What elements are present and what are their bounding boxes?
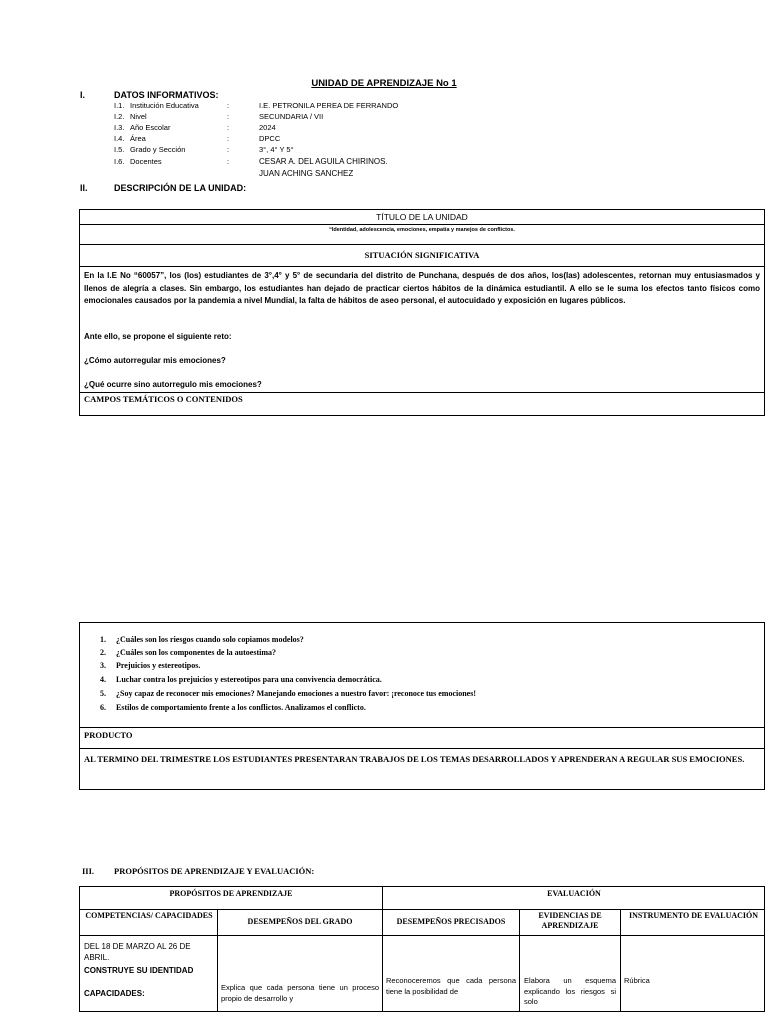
info-colon: :: [227, 157, 230, 166]
info-number: I.1.: [114, 101, 125, 110]
info-colon: :: [227, 101, 230, 110]
divider: [80, 935, 764, 936]
section-1-label: DATOS INFORMATIVOS:: [114, 90, 219, 100]
divider: [620, 910, 621, 1011]
info-value: CESAR A. DEL AGUILA CHIRINOS.: [259, 157, 388, 166]
info-label: Institución Educativa: [130, 101, 199, 110]
info-number: I.2.: [114, 112, 125, 121]
list-item: 6. Estilos de comportamiento frente a los conflictos. Analizamos el conflicto.: [100, 703, 366, 712]
situation-question: ¿Cómo autorregular mis emociones?: [84, 356, 226, 365]
info-colon: :: [227, 134, 230, 143]
section-3-label: PROPÓSITOS DE APRENDIZAJE Y EVALUACIÓN:: [114, 866, 315, 876]
producto-label: PRODUCTO: [84, 730, 133, 740]
info-value: JUAN ACHING SANCHEZ: [259, 169, 354, 178]
row-competence: CONSTRUYE SU IDENTIDAD: [84, 966, 194, 975]
col-header-evidencias: EVIDENCIAS DE APRENDIZAJE: [538, 911, 602, 930]
divider: [80, 909, 764, 910]
info-number: I.5.: [114, 145, 125, 154]
row-capacidades: CAPACIDADES:: [84, 989, 145, 998]
info-label: Área: [130, 134, 146, 143]
info-value: DPCC: [259, 134, 281, 143]
situation-paragraph: En la I.E No “60057”, los (los) estudiantes de 3°,4° y 5° de secundaria del distrito de Punchana, después de dos años, los(las) adolescentes, retornan muy entusiasmados y llenos de alegría a clases. Sin embargo, los estudiantes han dejado de practicar ciertos hábitos de la dinámica estudiantil. A ello se le suma los efectos tanto físicos como emocionales causados por la pandemia a nivel Mundial, la falta de hábitos de aseo personal, el autocuidado y exposición en lugares públicos.: [84, 271, 760, 305]
situation-challenge: Ante ello, se propone el siguiente reto:: [84, 332, 232, 341]
divider: [80, 244, 764, 245]
info-value: 2024: [259, 123, 276, 132]
list-item: 3. Prejuicios y estereotipos.: [100, 661, 201, 670]
list-item: 4. Luchar contra los prejuicios y estereotipos para una convivencia democrática.: [100, 675, 382, 684]
row-desempeno-grado: Explica que cada persona tiene un proceso propio de desarrollo y: [221, 983, 379, 1003]
col-header-competencias: COMPETENCIAS/ CAPACIDADES: [85, 911, 213, 920]
divider: [519, 910, 520, 1011]
group-header-purposes: PROPÓSITOS DE APRENDIZAJE: [169, 889, 293, 898]
info-colon: :: [227, 123, 230, 132]
section-3-number: III.: [82, 866, 95, 876]
unit-title-text: “Identidad, adolescencia, emociones, empatía y manejos de conflictos.: [329, 227, 515, 233]
group-header-evaluation: EVALUACIÓN: [547, 889, 601, 898]
unit-title-label: TÍTULO DE LA UNIDAD: [376, 212, 468, 222]
info-colon: :: [227, 145, 230, 154]
producto-text: AL TERMINO DEL TRIMESTRE LOS ESTUDIANTES PRESENTARAN TRABAJOS DE LOS TEMAS DESARROLLADOS Y APRENDERAN A REGULAR SUS EMOCIONES.: [84, 754, 745, 764]
campos-label: CAMPOS TEMÁTICOS O CONTENIDOS: [84, 394, 243, 404]
list-item: 5. ¿Soy capaz de reconocer mis emociones? Manejando emociones a nuestro favor: ¡reconoce tus emociones!: [100, 689, 477, 698]
row-date: DEL 18 DE MARZO AL 26 DE ABRIL.: [84, 942, 191, 962]
list-item: 1. ¿Cuáles son los riesgos cuando solo copiamos modelos?: [100, 635, 304, 644]
row-evidencia: Elabora un esquema explicando los riesgos si solo: [524, 976, 616, 1006]
section-2-number: II.: [80, 183, 88, 193]
row-instrumento: Rúbrica: [624, 976, 650, 985]
info-label: Grado y Sección: [130, 145, 186, 154]
divider: [80, 224, 764, 225]
info-number: I.3.: [114, 123, 125, 132]
divider: [80, 266, 764, 267]
col-header-desempenos-precisados: DESEMPEÑOS PRECISADOS: [396, 917, 506, 926]
info-label: Año Escolar: [130, 123, 171, 132]
info-colon: :: [227, 112, 230, 121]
purposes-table: [79, 886, 765, 1012]
info-number: I.4.: [114, 134, 125, 143]
situation-label: SITUACIÓN SIGNIFICATIVA: [364, 250, 480, 260]
contents-box: [79, 622, 765, 790]
info-label: Docentes: [130, 157, 162, 166]
section-2-label: DESCRIPCIÓN DE LA UNIDAD:: [114, 183, 247, 193]
document-title: UNIDAD DE APRENDIZAJE No 1: [311, 78, 457, 89]
unit-description-box: [79, 209, 765, 416]
col-header-instrumento: INSTRUMENTO DE EVALUACIÓN: [628, 911, 759, 920]
list-item: 2. ¿Cuáles son los componentes de la autoestima?: [100, 648, 277, 657]
divider: [382, 887, 383, 1011]
info-value: 3°, 4° Y 5°: [259, 145, 294, 154]
info-number: I.6.: [114, 157, 125, 166]
divider: [80, 748, 764, 749]
section-1-number: I.: [80, 90, 86, 100]
info-value: I.E. PETRONILA PEREA DE FERRANDO: [259, 101, 399, 110]
situation-question: ¿Qué ocurre sino autorregulo mis emociones?: [84, 380, 262, 389]
divider: [80, 727, 764, 728]
info-label: Nivel: [130, 112, 147, 121]
row-desempeno-precisado: Reconoceremos que cada persona tiene la posibilidad de: [386, 976, 516, 996]
col-header-desempenos-grado: DESEMPEÑOS DEL GRADO: [247, 917, 353, 926]
divider: [80, 392, 764, 393]
info-value: SECUNDARIA / VII: [259, 112, 324, 121]
